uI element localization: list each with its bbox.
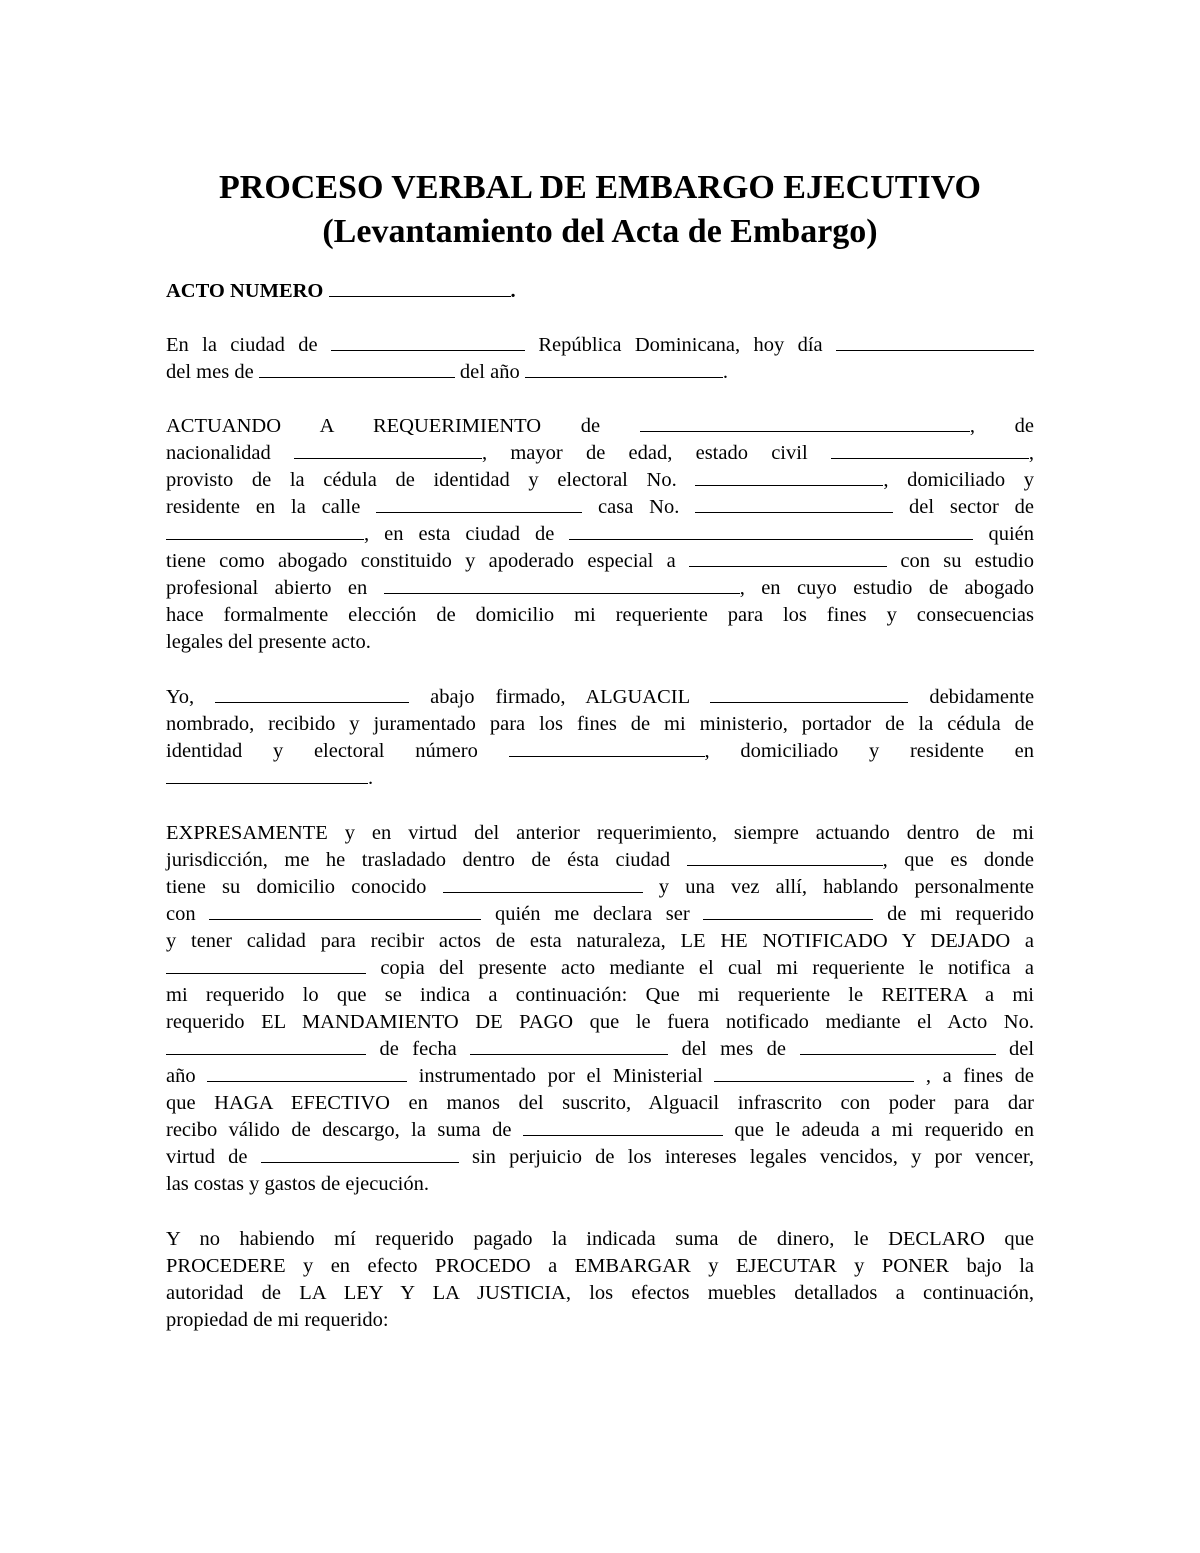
text-line	[166, 494, 1034, 521]
relationship-blank[interactable]	[703, 901, 873, 920]
act-month-blank[interactable]	[800, 1036, 996, 1055]
text-fragment: , domiciliado y residente en	[704, 740, 1034, 762]
text-fragment: virtud de	[166, 1146, 248, 1168]
text-line: y tener calidad para recibir actos de esta naturaleza, LE HE NOTIFICADO Y DEJADO a	[166, 930, 1034, 952]
acto-numero-blank[interactable]	[329, 278, 511, 297]
alguacil-id-blank[interactable]	[509, 738, 705, 757]
text-line: hace formalmente elección de domicilio mi requeriente para los fines y consecuencias	[166, 604, 1034, 626]
copy-recipient-blank[interactable]	[166, 955, 366, 974]
acto-numero-line	[166, 278, 1034, 305]
text-fragment: , de	[969, 415, 1034, 437]
text-line	[166, 901, 1034, 928]
office-address-blank[interactable]	[384, 575, 740, 594]
text-line: autoridad de LA LEY Y LA JUSTICIA, los efectos muebles detallados a continuación,	[166, 1282, 1034, 1304]
text-fragment: Yo,	[166, 686, 195, 708]
text-fragment: que le adeuda a mi requerido en	[734, 1119, 1034, 1141]
paragraph-location-date	[166, 332, 1034, 386]
act-number-blank[interactable]	[166, 1036, 366, 1055]
text-line: propiedad de mi requerido:	[166, 1309, 389, 1331]
text-fragment: , que es donde	[882, 849, 1035, 871]
text-line	[166, 955, 1034, 982]
text-fragment: abajo firmado, ALGUACIL	[430, 686, 690, 708]
text-line	[166, 1036, 1034, 1063]
month-blank[interactable]	[259, 359, 455, 378]
text-fragment: , mayor de edad, estado civil	[481, 442, 808, 464]
sector-blank[interactable]	[166, 521, 364, 540]
text-fragment: de fecha	[379, 1038, 457, 1060]
text-line	[166, 874, 1034, 901]
text-line	[166, 575, 1034, 602]
text-fragment: República Dominicana, hoy día	[538, 334, 823, 356]
text-fragment: debidamente	[929, 686, 1035, 708]
title-basis-blank[interactable]	[261, 1144, 459, 1163]
year-blank[interactable]	[525, 359, 723, 378]
text-fragment: .	[368, 767, 374, 789]
text-fragment: instrumentado por el Ministerial	[418, 1065, 703, 1087]
text-fragment: del mes de	[166, 361, 254, 383]
text-line	[166, 738, 1034, 765]
text-fragment: tiene como abogado constituido y apoderado especial a	[166, 550, 676, 572]
text-fragment: jurisdicción, me he trasladado dentro de ésta ciudad	[166, 849, 671, 871]
text-fragment: , a fines de	[925, 1065, 1035, 1087]
text-fragment: de mi requerido	[887, 903, 1034, 925]
text-fragment: , domiciliado y	[883, 469, 1035, 491]
alguacil-address-blank[interactable]	[166, 765, 368, 784]
text-line: las costas y gastos de ejecución.	[166, 1173, 430, 1195]
requester-name-blank[interactable]	[640, 413, 970, 432]
text-line	[166, 765, 1034, 792]
text-line: EXPRESAMENTE y en virtud del anterior requerimiento, siempre actuando dentro de mi	[166, 822, 1034, 844]
text-fragment: residente en la calle	[166, 496, 361, 518]
document-title: PROCESO VERBAL DE EMBARGO EJECUTIVO	[219, 169, 981, 206]
city-blank[interactable]	[331, 332, 525, 351]
text-fragment: del	[1009, 1038, 1035, 1060]
text-fragment: tiene su domicilio conocido	[166, 876, 427, 898]
text-fragment: recibo válido de descargo, la suma de	[166, 1119, 512, 1141]
day-blank[interactable]	[836, 332, 1034, 351]
text-fragment: profesional abierto en	[166, 577, 368, 599]
city-name-blank[interactable]	[569, 521, 973, 540]
text-line: PROCEDERE y en efecto PROCEDO a EMBARGAR y EJECUTAR y PONER bajo la	[166, 1255, 1034, 1277]
text-fragment: y una vez allí, hablando personalmente	[658, 876, 1035, 898]
text-line	[166, 1144, 1034, 1171]
text-fragment: casa No.	[598, 496, 680, 518]
text-line	[166, 413, 1034, 440]
document-subtitle: (Levantamiento del Acta de Embargo)	[322, 213, 878, 250]
acto-numero-label: ACTO NUMERO	[166, 280, 324, 302]
text-line	[166, 440, 1034, 467]
text-fragment: identidad y electoral número	[166, 740, 478, 762]
text-fragment: provisto de la cédula de identidad y electoral No.	[166, 469, 677, 491]
nationality-blank[interactable]	[294, 440, 482, 459]
text-fragment: año	[166, 1065, 196, 1087]
act-year-blank[interactable]	[207, 1063, 407, 1082]
act-date-blank[interactable]	[470, 1036, 668, 1055]
civil-status-blank[interactable]	[831, 440, 1029, 459]
paragraph-expresamente	[166, 820, 1034, 1198]
my-name-blank[interactable]	[215, 684, 409, 703]
person-spoken-blank[interactable]	[209, 901, 481, 920]
amount-blank[interactable]	[523, 1117, 723, 1136]
text-line: que HAGA EFECTIVO en manos del suscrito, Alguacil infrascrito con poder para dar	[166, 1092, 1034, 1114]
lawyer-blank[interactable]	[689, 548, 887, 567]
text-line: nombrado, recibido y juramentado para los fines de mi ministerio, portador de la cédula de	[166, 713, 1034, 735]
text-fragment: del año	[459, 361, 520, 383]
transfer-city-blank[interactable]	[687, 847, 883, 866]
text-fragment: con	[166, 903, 196, 925]
text-fragment: con su estudio	[900, 550, 1034, 572]
text-fragment: quién me declara ser	[494, 903, 690, 925]
text-line	[166, 548, 1034, 575]
street-blank[interactable]	[376, 494, 582, 513]
text-fragment: ACTUANDO A REQUERIMIENTO de	[166, 415, 601, 437]
text-fragment: del sector de	[909, 496, 1035, 518]
text-line: mi requerido lo que se indica a continuación: Que mi requeriente le REITERA a mi	[166, 984, 1034, 1006]
text-fragment: En la ciudad de	[166, 334, 318, 356]
text-fragment: ,	[1028, 442, 1035, 464]
text-line: Y no habiendo mí requerido pagado la indicada suma de dinero, le DECLARO que	[166, 1228, 1034, 1250]
acto-numero-period: .	[510, 280, 516, 302]
text-fragment: del mes de	[681, 1038, 787, 1060]
text-fragment: .	[722, 361, 728, 383]
text-fragment: nacionalidad	[166, 442, 271, 464]
text-line	[166, 684, 1034, 711]
text-line: legales del presente acto.	[166, 631, 371, 653]
text-fragment: sin perjuicio de los intereses legales vencidos, y por vencer,	[471, 1146, 1035, 1168]
id-number-blank[interactable]	[695, 467, 883, 486]
text-line: requerido EL MANDAMIENTO DE PAGO que le fuera notificado mediante el Acto No.	[166, 1011, 1034, 1033]
text-line	[166, 467, 1034, 494]
paragraph-actuando	[166, 413, 1034, 656]
text-fragment: copia del presente acto mediante el cual mi requeriente le notifica a	[380, 957, 1034, 979]
paragraph-declaro	[166, 1226, 1034, 1334]
text-fragment: quién	[988, 523, 1035, 545]
text-fragment: , en cuyo estudio de abogado	[739, 577, 1035, 599]
text-line	[166, 332, 1034, 359]
ministerial-blank[interactable]	[714, 1063, 914, 1082]
alguacil-blank[interactable]	[710, 684, 908, 703]
text-line	[166, 521, 1034, 548]
text-line	[166, 1117, 1034, 1144]
text-line	[166, 359, 1034, 386]
known-address-blank[interactable]	[443, 874, 643, 893]
paragraph-alguacil	[166, 684, 1034, 792]
text-fragment: , en esta ciudad de	[364, 523, 555, 545]
text-line	[166, 847, 1034, 874]
house-number-blank[interactable]	[695, 494, 893, 513]
text-line	[166, 1063, 1034, 1090]
